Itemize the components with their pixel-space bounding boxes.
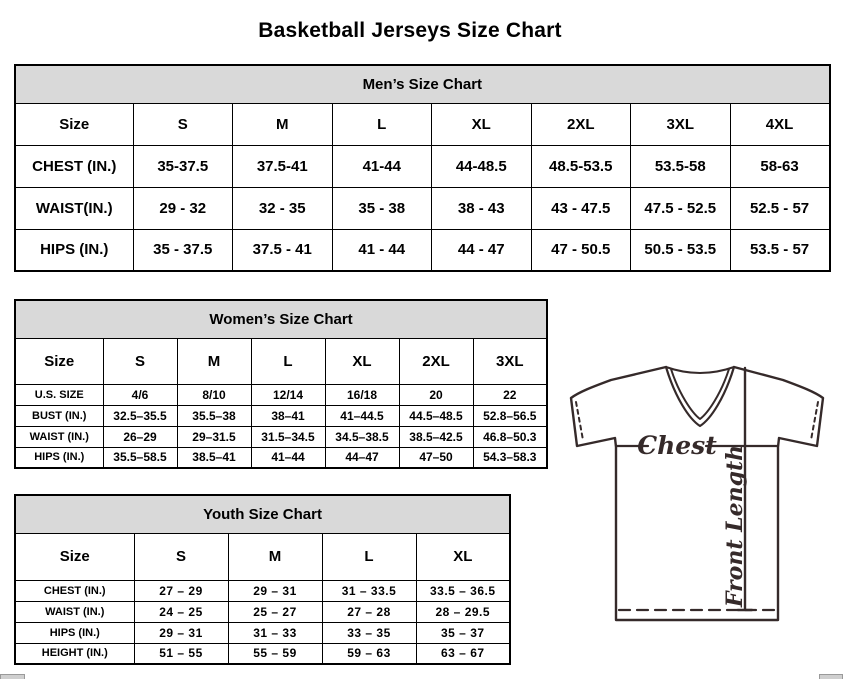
size-cell: 48.5-53.5 (531, 145, 631, 187)
size-cell: 54.3–58.3 (473, 447, 547, 468)
row-label: WAIST (IN.) (15, 601, 134, 622)
size-cell: 52.8–56.5 (473, 405, 547, 426)
column-header: M (228, 533, 322, 580)
size-cell: 22 (473, 384, 547, 405)
size-cell: 44-48.5 (432, 145, 532, 187)
table-title-row (15, 300, 547, 338)
size-cell: 51 – 55 (134, 643, 228, 664)
row-label: CHEST (IN.) (15, 145, 133, 187)
left-cuff-stitch (576, 402, 583, 440)
size-cell: 32.5–35.5 (103, 405, 177, 426)
size-cell: 35 - 37.5 (133, 229, 233, 271)
jersey-measurement-diagram (563, 363, 838, 627)
column-header: 4XL (730, 103, 830, 145)
column-header: L (322, 533, 416, 580)
size-cell: 24 – 25 (134, 601, 228, 622)
size-cell: 59 – 63 (322, 643, 416, 664)
row-label: HIPS (IN.) (15, 447, 103, 468)
size-cell: 27 – 29 (134, 580, 228, 601)
row-label: CHEST (IN.) (15, 580, 134, 601)
size-cell: 41–44.5 (325, 405, 399, 426)
column-header: 2XL (399, 338, 473, 384)
womens-size-table (14, 299, 548, 469)
size-cell: 50.5 - 53.5 (631, 229, 731, 271)
jersey-outline (571, 367, 823, 620)
column-header: XL (325, 338, 399, 384)
row-label: HEIGHT (IN.) (15, 643, 134, 664)
mens-size-table (14, 64, 831, 272)
size-cell: 4/6 (103, 384, 177, 405)
size-cell: 33 – 35 (322, 622, 416, 643)
size-cell: 38.5–41 (177, 447, 251, 468)
size-cell: 8/10 (177, 384, 251, 405)
horizontal-scrollbar-left-button[interactable] (0, 674, 25, 679)
table-title-row (15, 65, 830, 103)
page-title: Basketball Jerseys Size Chart (258, 19, 562, 43)
size-cell: 47–50 (399, 447, 473, 468)
size-cell: 35.5–38 (177, 405, 251, 426)
column-header: Size (15, 103, 133, 145)
size-cell: 35-37.5 (133, 145, 233, 187)
column-header: 3XL (473, 338, 547, 384)
size-cell: 55 – 59 (228, 643, 322, 664)
size-cell: 47 - 50.5 (531, 229, 631, 271)
size-cell: 33.5 – 36.5 (416, 580, 510, 601)
size-cell: 41–44 (251, 447, 325, 468)
column-header: S (103, 338, 177, 384)
size-cell: 44–47 (325, 447, 399, 468)
size-cell: 58-63 (730, 145, 830, 187)
column-header: 2XL (531, 103, 631, 145)
table-row (15, 229, 830, 271)
size-cell: 41-44 (332, 145, 432, 187)
collar-v-outer (666, 367, 734, 426)
size-cell: 44 - 47 (432, 229, 532, 271)
size-cell: 25 – 27 (228, 601, 322, 622)
table-title: Youth Size Chart (15, 495, 510, 533)
table-row (15, 405, 547, 426)
column-header: M (233, 103, 333, 145)
size-cell: 38–41 (251, 405, 325, 426)
table-title: Men’s Size Chart (15, 65, 830, 103)
size-cell: 52.5 - 57 (730, 187, 830, 229)
size-cell: 41 - 44 (332, 229, 432, 271)
column-header: S (133, 103, 233, 145)
size-cell: 29 - 32 (133, 187, 233, 229)
table-title-row (15, 495, 510, 533)
size-cell: 20 (399, 384, 473, 405)
row-label: WAIST (IN.) (15, 426, 103, 447)
row-label: HIPS (IN.) (15, 622, 134, 643)
column-header: XL (432, 103, 532, 145)
size-cell: 29–31.5 (177, 426, 251, 447)
size-cell: 37.5-41 (233, 145, 333, 187)
size-cell: 31.5–34.5 (251, 426, 325, 447)
table-row (15, 426, 547, 447)
size-cell: 44.5–48.5 (399, 405, 473, 426)
horizontal-scrollbar-right-button[interactable] (819, 674, 843, 679)
size-cell: 38 - 43 (432, 187, 532, 229)
size-cell: 16/18 (325, 384, 399, 405)
column-header: L (332, 103, 432, 145)
row-label: WAIST(IN.) (15, 187, 133, 229)
size-cell: 46.8–50.3 (473, 426, 547, 447)
size-cell: 38.5–42.5 (399, 426, 473, 447)
table-title: Women’s Size Chart (15, 300, 547, 338)
size-cell: 37.5 - 41 (233, 229, 333, 271)
size-cell: 53.5 - 57 (730, 229, 830, 271)
column-header: 3XL (631, 103, 731, 145)
table-row (15, 601, 510, 622)
size-cell: 27 – 28 (322, 601, 416, 622)
size-cell: 31 – 33 (228, 622, 322, 643)
size-cell: 32 - 35 (233, 187, 333, 229)
table-row (15, 622, 510, 643)
size-cell: 28 – 29.5 (416, 601, 510, 622)
size-cell: 47.5 - 52.5 (631, 187, 731, 229)
chest-label: Chest (637, 431, 717, 460)
front-length-label: Front Length (722, 444, 748, 608)
right-cuff-stitch (811, 402, 818, 440)
collar-v-inner (671, 369, 729, 419)
table-row (15, 447, 547, 468)
collar-back-arc (666, 367, 734, 373)
row-label: HIPS (IN.) (15, 229, 133, 271)
column-header: XL (416, 533, 510, 580)
size-cell: 26–29 (103, 426, 177, 447)
column-header-row (15, 338, 547, 384)
row-label: BUST (IN.) (15, 405, 103, 426)
size-cell: 35 – 37 (416, 622, 510, 643)
column-header: Size (15, 338, 103, 384)
column-header-row (15, 533, 510, 580)
size-cell: 53.5-58 (631, 145, 731, 187)
table-row (15, 643, 510, 664)
table-row (15, 187, 830, 229)
size-cell: 35.5–58.5 (103, 447, 177, 468)
size-cell: 29 – 31 (134, 622, 228, 643)
size-cell: 29 – 31 (228, 580, 322, 601)
size-cell: 34.5–38.5 (325, 426, 399, 447)
table-row (15, 145, 830, 187)
size-cell: 35 - 38 (332, 187, 432, 229)
column-header: M (177, 338, 251, 384)
size-cell: 43 - 47.5 (531, 187, 631, 229)
column-header: L (251, 338, 325, 384)
column-header-row (15, 103, 830, 145)
youth-size-table (14, 494, 511, 665)
column-header: S (134, 533, 228, 580)
table-row (15, 384, 547, 405)
row-label: U.S. SIZE (15, 384, 103, 405)
size-cell: 63 – 67 (416, 643, 510, 664)
size-cell: 31 – 33.5 (322, 580, 416, 601)
size-cell: 12/14 (251, 384, 325, 405)
column-header: Size (15, 533, 134, 580)
table-row (15, 580, 510, 601)
